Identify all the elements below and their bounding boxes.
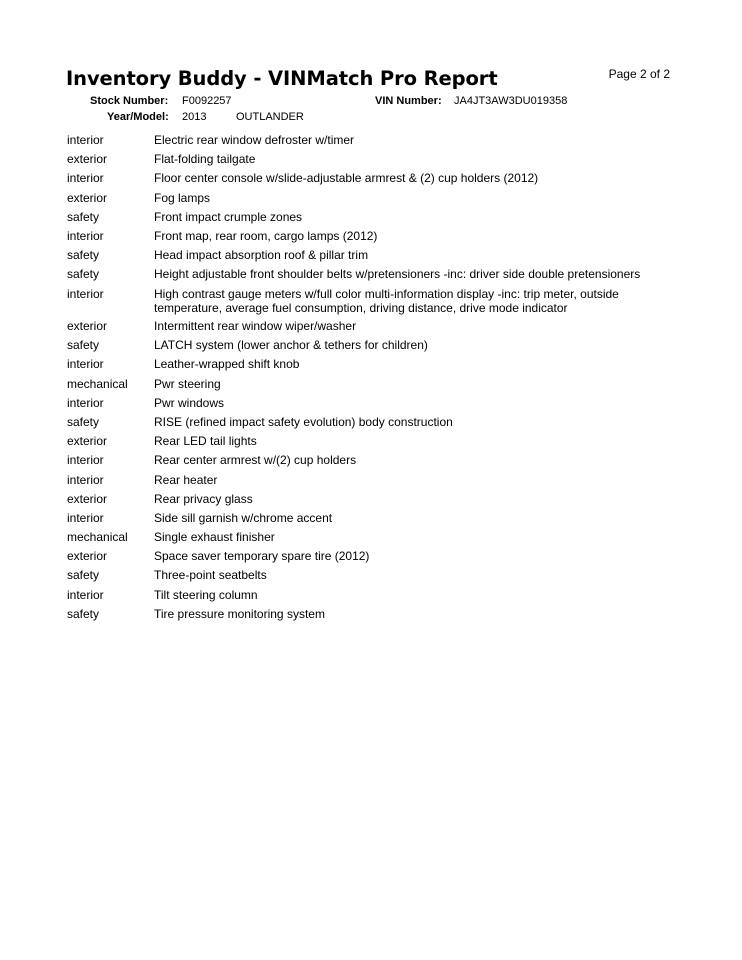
feature-category: interior <box>67 587 104 602</box>
feature-description: Leather-wrapped shift knob <box>154 357 300 372</box>
year-value: 2013 <box>182 111 207 123</box>
feature-row <box>67 287 667 320</box>
feature-description: Rear heater <box>154 472 218 487</box>
feature-description: High contrast gauge meters w/full color multi-information display -inc: trip meter, outside temperature, average fuel consumption, driving distance, drive mode indicator <box>154 286 619 315</box>
feature-description: Height adjustable front shoulder belts w/pretensioners -inc: driver side double pretensioners <box>154 267 641 282</box>
feature-row <box>67 267 667 286</box>
feature-category: interior <box>67 133 104 147</box>
feature-category: exterior <box>67 491 108 506</box>
feature-description: Pwr windows <box>154 395 225 410</box>
feature-category: interior <box>67 395 104 410</box>
feature-description: Space saver temporary spare tire (2012) <box>154 549 370 564</box>
feature-row <box>67 434 667 453</box>
page-number: Page 2 of 2 <box>608 67 670 81</box>
feature-category: interior <box>67 286 104 301</box>
feature-category: safety <box>67 568 100 583</box>
feature-category: interior <box>67 228 104 243</box>
feature-row <box>67 377 667 396</box>
feature-description: Pwr steering <box>154 376 221 391</box>
feature-category: exterior <box>67 190 108 205</box>
feature-row <box>67 607 667 626</box>
feature-description: Single exhaust finisher <box>154 530 275 545</box>
feature-list <box>67 133 667 626</box>
feature-description: Side sill garnish w/chrome accent <box>154 510 333 525</box>
feature-description: Front map, rear room, cargo lamps (2012) <box>154 228 378 243</box>
feature-category: safety <box>67 414 100 429</box>
feature-row <box>67 415 667 434</box>
feature-row <box>67 588 667 607</box>
feature-row <box>67 530 667 549</box>
feature-row <box>67 229 667 248</box>
feature-row <box>67 319 667 338</box>
feature-category: interior <box>67 357 104 372</box>
feature-category: safety <box>67 338 100 353</box>
feature-description: Three-point seatbelts <box>154 568 267 583</box>
feature-category: safety <box>67 209 100 224</box>
feature-category: interior <box>67 510 104 525</box>
feature-description: RISE (refined impact safety evolution) body construction <box>154 414 453 429</box>
feature-category: exterior <box>67 434 108 449</box>
feature-row <box>67 396 667 415</box>
feature-row <box>67 492 667 511</box>
vin-number-value: JA4JT3AW3DU019358 <box>454 95 568 107</box>
vin-number-label: VIN Number: <box>375 95 442 107</box>
feature-row <box>67 248 667 267</box>
feature-description: Floor center console w/slide-adjustable armrest & (2) cup holders (2012) <box>154 171 539 186</box>
feature-description: Rear center armrest w/(2) cup holders <box>154 453 357 468</box>
feature-row <box>67 171 667 190</box>
feature-description: Tire pressure monitoring system <box>154 606 325 621</box>
feature-row <box>67 210 667 229</box>
feature-row <box>67 453 667 472</box>
feature-category: safety <box>67 248 100 263</box>
stock-number-label: Stock Number: <box>90 95 169 107</box>
feature-row <box>67 191 667 210</box>
year-model-label: Year/Model: <box>107 111 169 123</box>
feature-category: interior <box>67 472 104 487</box>
feature-row <box>67 357 667 376</box>
feature-description: LATCH system (lower anchor & tethers for children) <box>154 338 428 353</box>
feature-category: mechanical <box>67 530 128 545</box>
feature-row <box>67 338 667 357</box>
feature-row <box>67 473 667 492</box>
feature-category: exterior <box>67 152 108 167</box>
feature-description: Rear privacy glass <box>154 491 253 506</box>
feature-description: Rear LED tail lights <box>154 434 257 449</box>
model-value: OUTLANDER <box>236 111 304 123</box>
feature-description: Electric rear window defroster w/timer <box>154 133 355 147</box>
feature-row <box>67 511 667 530</box>
feature-category: interior <box>67 453 104 468</box>
feature-description: Flat-folding tailgate <box>154 152 256 167</box>
feature-row <box>67 152 667 171</box>
feature-category: exterior <box>67 549 108 564</box>
feature-row <box>67 549 667 568</box>
feature-category: exterior <box>67 319 108 333</box>
feature-category: safety <box>67 606 100 621</box>
feature-row <box>67 133 667 152</box>
feature-category: safety <box>67 267 100 282</box>
feature-description: Front impact crumple zones <box>154 209 303 224</box>
report-title: Inventory Buddy - VINMatch Pro Report <box>66 67 498 90</box>
feature-category: mechanical <box>67 376 128 391</box>
feature-description: Intermittent rear window wiper/washer <box>154 319 357 333</box>
feature-description: Tilt steering column <box>154 587 258 602</box>
feature-description: Fog lamps <box>154 190 211 205</box>
feature-category: interior <box>67 171 104 186</box>
feature-description: Head impact absorption roof & pillar trim <box>154 248 369 263</box>
stock-number-value: F0092257 <box>182 95 232 107</box>
feature-row <box>67 568 667 587</box>
